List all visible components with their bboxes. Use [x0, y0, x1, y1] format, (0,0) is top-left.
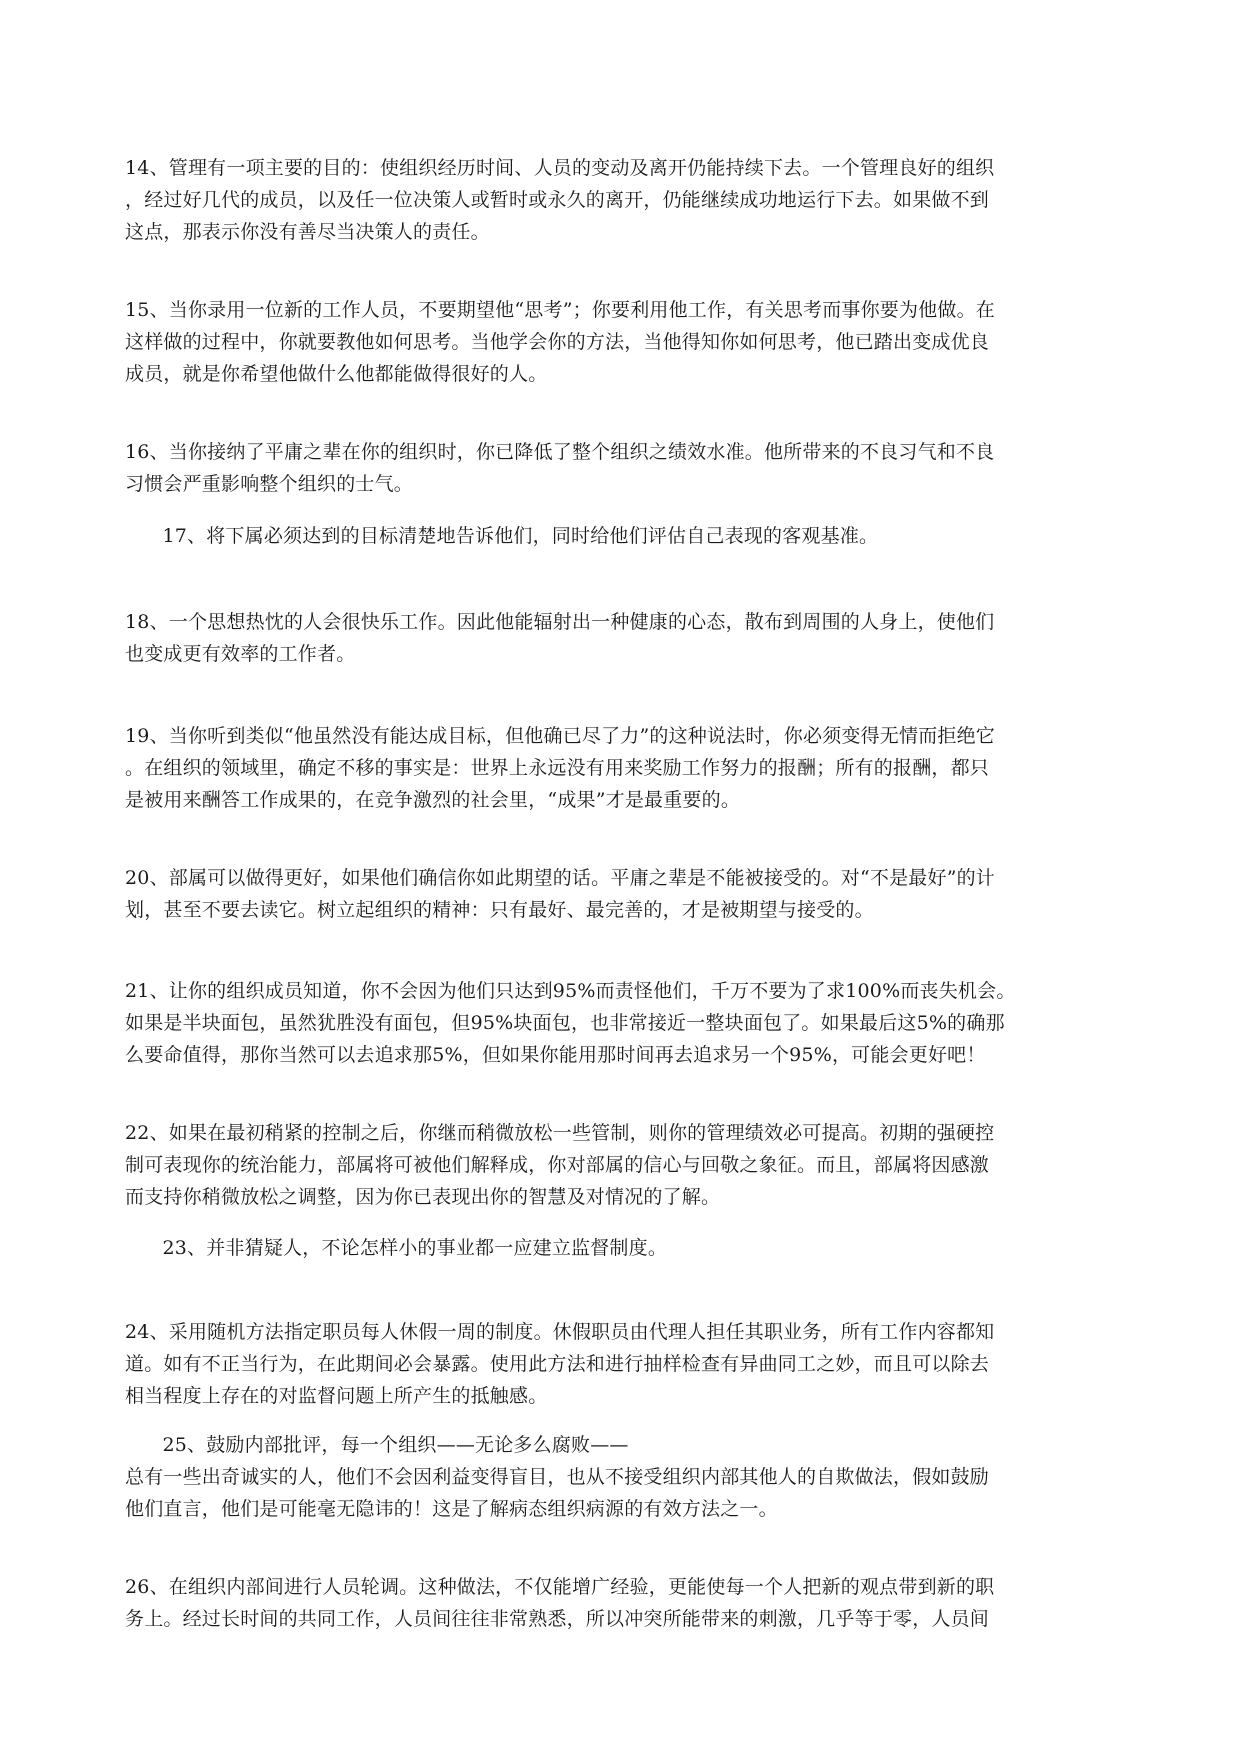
paragraph-25: 25、鼓励内部批评，每一个组织——无论多么腐败—— 总有一些出奇诚实的人，他们不会因利益变得盲目，也从不接受组织内部其他人的自欺做法，假如鼓励 他们直言，他们是可能毫无隐讳的！这是了解病态组织病源的有效方法之一。: [125, 1434, 990, 1520]
paragraph-22: 22、如果在最初稍紧的控制之后，你继而稍微放松一些管制，则你的管理绩效必可提高。初期的强硬控 制可表现你的统治能力，部属将可被他们解释成，你对部属的信心与回敬之象征。而且，部属将因感激 而支持你稍微放松之调整，因为你已表现出你的智慧及对情况的了解。: [125, 1122, 995, 1208]
paragraph-15: 15、当你录用一位新的工作人员，不要期望他“思考”；你要利用他工作，有关思考而事你要为他做。在 这样做的过程中，你就要教他如何思考。当他学会你的方法，当他得知你如何思考，他已踏出变成优良 成员，就是你希望他做什么他都能做得很好的人。: [125, 299, 996, 385]
paragraph-18: 18、一个思想热忱的人会很快乐工作。因此他能辐射出一种健康的心态，散布到周围的人身上，使他们 也变成更有效率的工作者。: [125, 611, 995, 665]
paragraph-21: 21、让你的组织成员知道，你不会因为他们只达到95%而责怪他们，千万不要为了求100%而丧失机会。 如果是半块面包，虽然犹胜没有面包，但95%块面包，也非常接近一整块面包了。如果最后这5%的确那 么要命值得，那你当然可以去追求那5%，但如果你能用那时间再去追求另一个95%，可能会更好吧！: [125, 980, 1016, 1066]
paragraph-24: 24、采用随机方法指定职员每人休假一周的制度。休假职员由代理人担任其职业务，所有工作内容都知 道。如有不正当行为，在此期间必会暴露。使用此方法和进行抽样检查有异曲同工之妙，而且可以除去 相当程度上存在的对监督问题上所产生的抵触感。: [125, 1321, 995, 1407]
paragraph-23: 23、并非猜疑人，不论怎样小的事业都一应建立监督制度。: [125, 1237, 668, 1259]
paragraph-20: 20、部属可以做得更好，如果他们确信你如此期望的话。平庸之辈是不能被接受的。对“不是最好”的计 划，甚至不要去读它。树立起组织的精神：只有最好、最完善的，才是被期望与接受的。: [125, 867, 996, 921]
paragraph-19: 19、当你听到类似“他虽然没有能达成目标，但他确已尽了力”的这种说法时，你必须变得无情而拒绝它 。在组织的领域里，确定不移的事实是：世界上永远没有用来奖励工作努力的报酬；所有的报酬，都只 是被用来酬答工作成果的，在竞争激烈的社会里，“成果”才是最重要的。: [125, 725, 996, 811]
paragraph-26: 26、在组织内部间进行人员轮调。这种做法，不仅能增广经验，更能使每一个人把新的观点带到新的职 务上。经过长时间的共同工作，人员间往往非常熟悉，所以冲突所能带来的刺激，几乎等于零，人员间: [125, 1576, 995, 1630]
paragraph-17: 17、将下属必须达到的目标清楚地告诉他们，同时给他们评估自己表现的客观基准。: [125, 525, 879, 547]
paragraph-16: 16、当你接纳了平庸之辈在你的组织时，你已降低了整个组织之绩效水准。他所带来的不良习气和不良 习惯会严重影响整个组织的士气。: [125, 441, 995, 495]
paragraph-14: 14、管理有一项主要的目的：使组织经历时间、人员的变动及离开仍能持续下去。一个管理良好的组织 ，经过好几代的成员，以及任一位决策人或暂时或永久的离开，仍能继续成功地运行下去。如果做不到 这点，那表示你没有善尽当决策人的责任。: [125, 157, 995, 243]
